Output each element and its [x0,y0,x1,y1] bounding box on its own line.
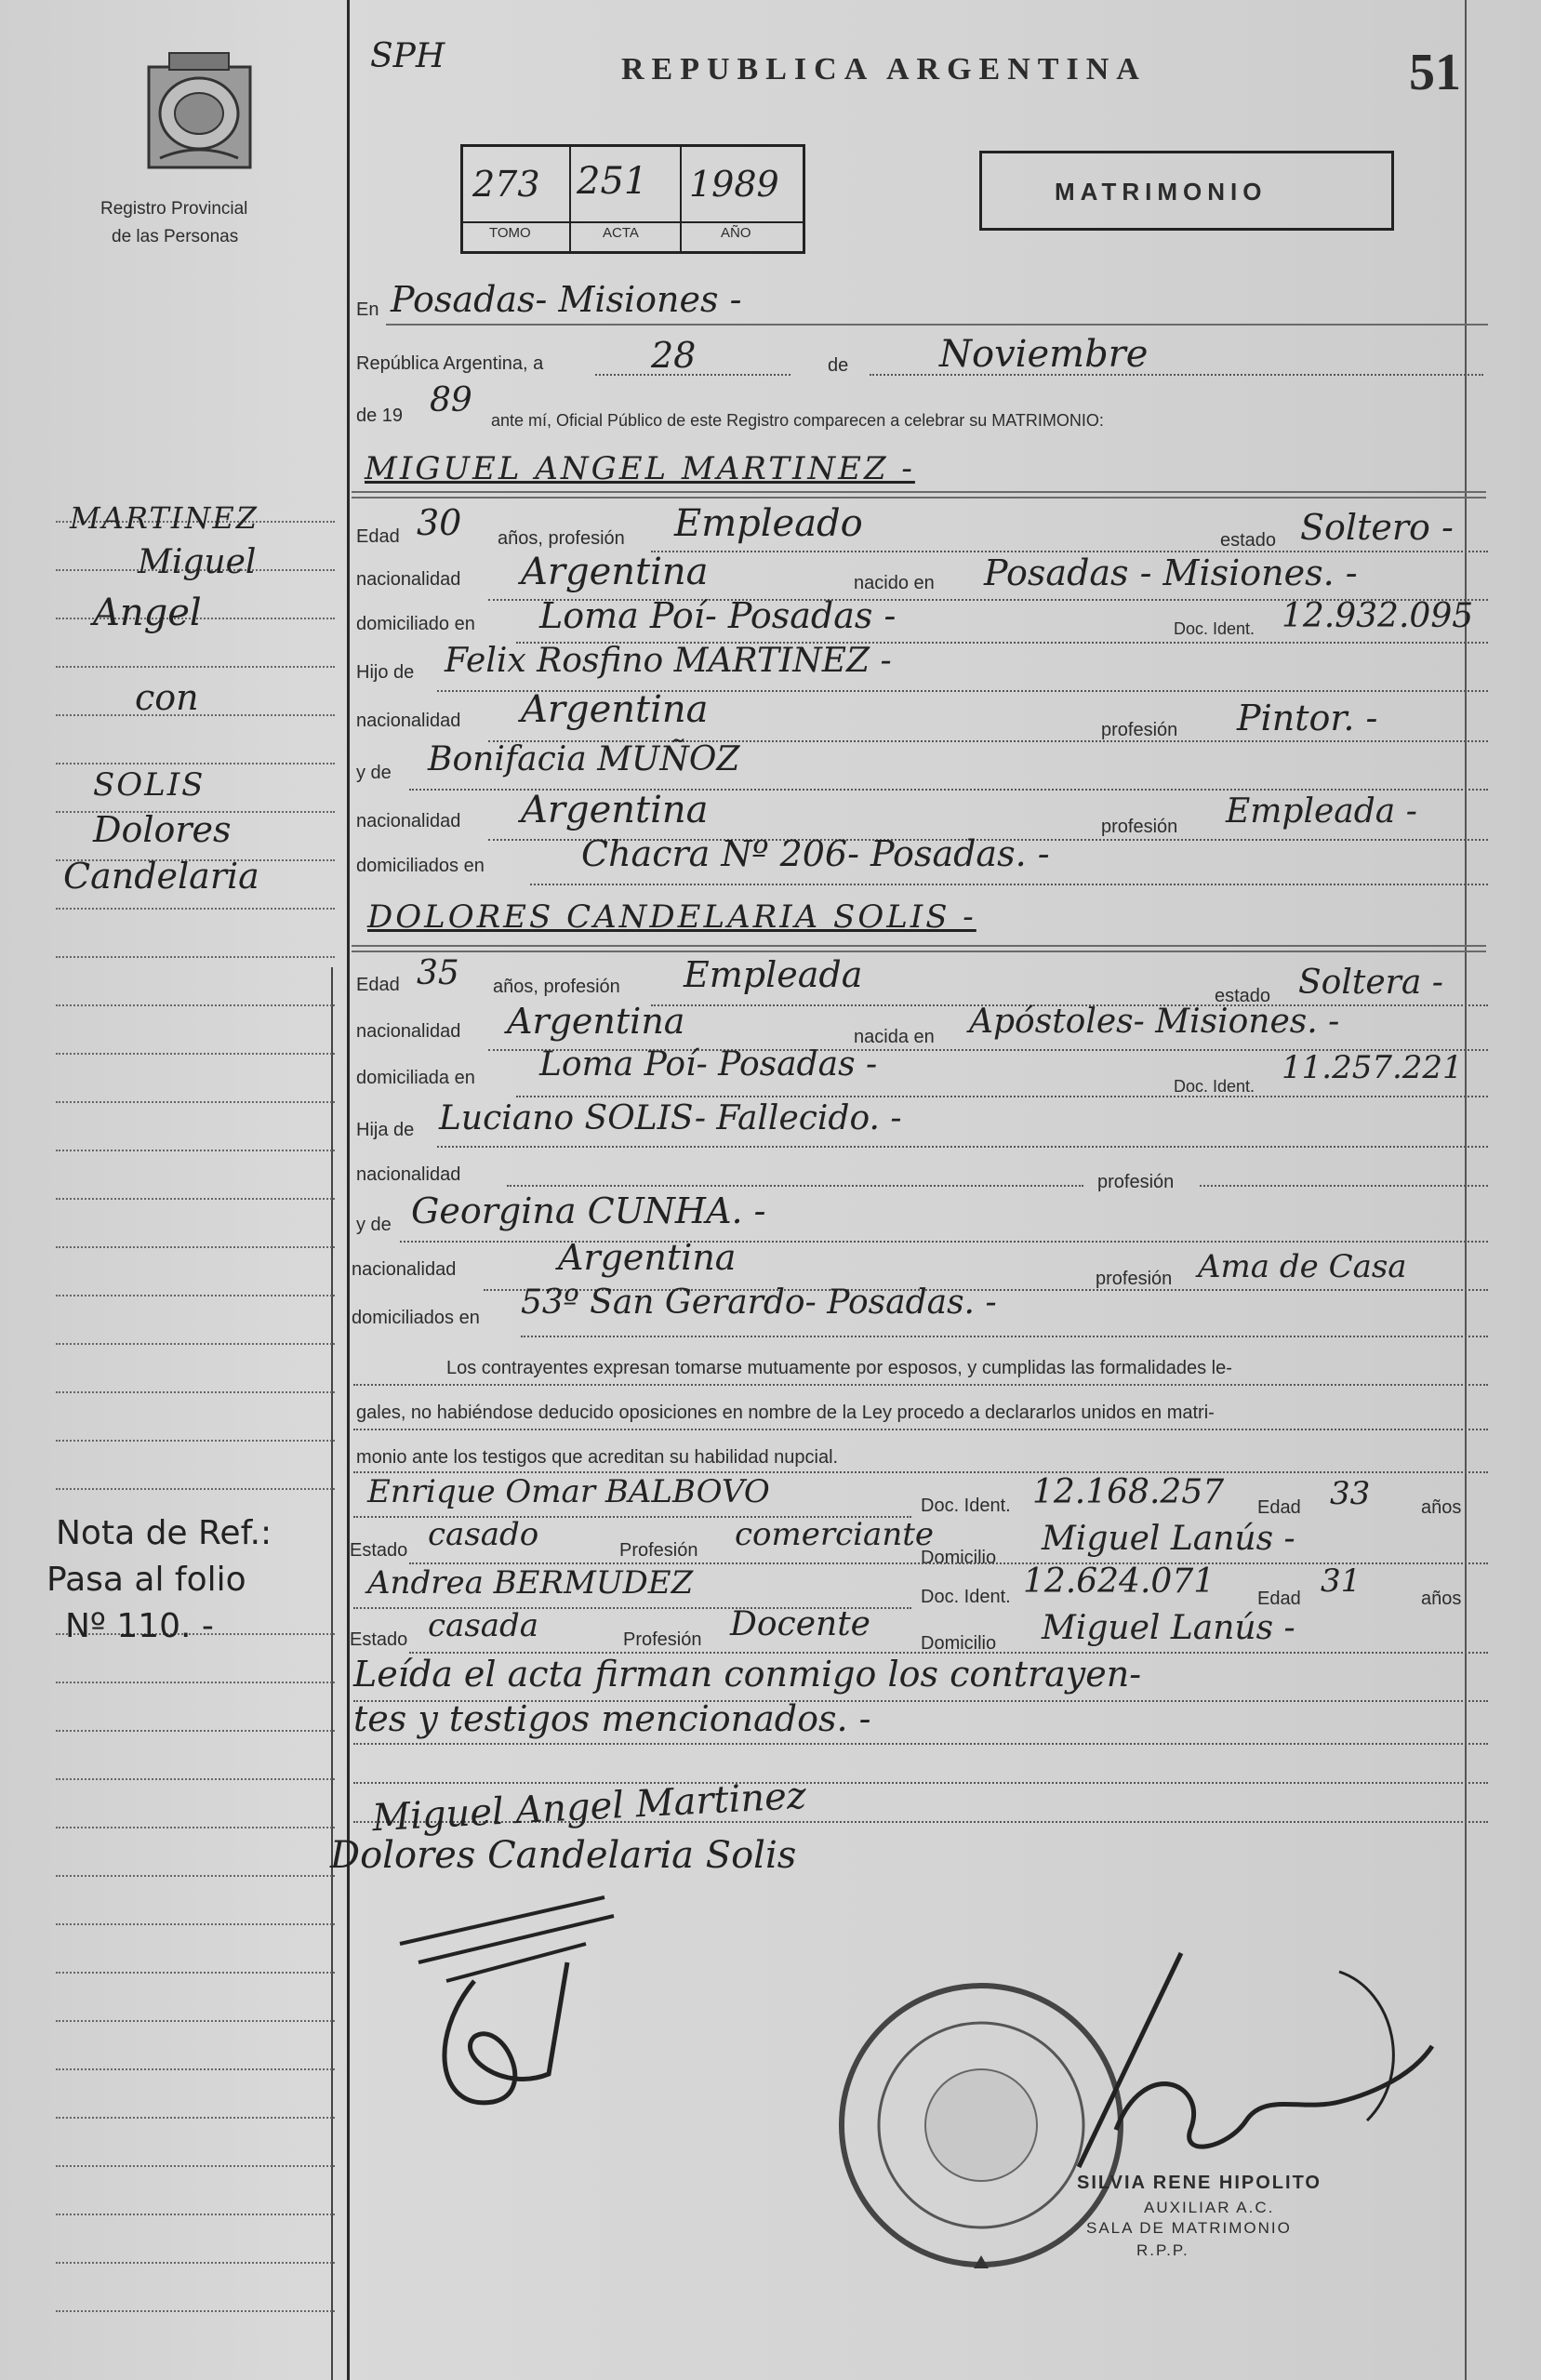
margin-note-3: Nº 110. - [65,1607,214,1645]
place-underline [386,324,1488,326]
witness1-address: Miguel Lanús - [1042,1520,1295,1558]
bride-signature: Dolores Candelaria Solis [330,1834,797,1877]
groom-doc-label: Doc. Ident. [1174,619,1255,638]
groom-doc: 12.932.095 [1282,597,1474,635]
groom-mother-prof-label: profesión [1101,817,1178,837]
margin-rule-aj [56,2310,335,2312]
year-suffix: 89 [430,381,472,419]
bride-profession: Empleada [684,954,863,995]
act-type-label: MATRIMONIO [1055,178,1268,206]
margin-rule-p [56,1246,335,1248]
margin-rule-ae [56,2068,335,2070]
witness2-profession: Docente [730,1605,870,1643]
bride-domicilio-line [516,1096,1488,1097]
registry-reference-box [460,144,805,254]
groom-signature: Miguel Angel Martinez [371,1774,807,1841]
witness1-profession: comerciante [735,1516,934,1553]
closing-line2: tes y testigos mencionados. - [353,1698,871,1739]
groom-profession: Empleado [674,502,863,545]
day-line [595,374,790,376]
groom-name: MIGUEL ANGEL MARTINEZ - [365,450,915,487]
groom-edad-label: Edad [356,526,400,547]
margin-rule-s [56,1391,335,1393]
witness2-edad-label: Edad [1257,1589,1301,1609]
margin-con: con [135,677,199,718]
witness2-name: Andrea BERMUDEZ [367,1564,694,1602]
witness1-profesion-label: Profesión [619,1540,698,1561]
margin-rule-d [56,666,335,668]
official-name: SILVIA RENE HIPOLITO [1077,2173,1322,2193]
groom-name-rule [352,491,1486,493]
margin-rule-ah [56,2214,335,2215]
margin-rule-m [56,1101,335,1103]
margin-rule-i [56,908,335,910]
margin-rule-l [56,1053,335,1055]
margin-rule-af [56,2117,335,2119]
bride-profesion-label: años, profesión [493,977,620,997]
groom-domiciliados-label: domiciliados en [356,856,485,876]
bride-estado: Soltera - [1298,964,1443,1002]
bride-name-rule [352,945,1486,947]
tomo-label: TOMO [489,225,531,241]
bride-estado-label: estado [1215,986,1271,1006]
official-signature-icon [1060,1935,1451,2195]
groom-parents-line [530,884,1488,885]
groom-mother-prof: Empleada - [1226,792,1417,831]
margin-rule-z [56,1827,335,1828]
margin-note-2: Pasa al folio [46,1561,246,1599]
official-registry: R.P.P. [1136,2241,1189,2259]
bride-edad-label: Edad [356,975,400,995]
official-title: AUXILIAR A.C. [1144,2199,1275,2216]
bride-nacida-label: nacida en [854,1027,935,1047]
declaration-line3: monio ante los testigos que acreditan su habilidad nupcial. [356,1447,839,1468]
bride-age: 35 [417,954,459,992]
witness1-anos-label: años [1421,1497,1462,1518]
acta-value: 251 [577,160,648,203]
margin-rule-u [56,1488,335,1490]
country-title: REPUBLICA ARGENTINA [621,52,1147,86]
margin-rule-ad [56,2020,335,2022]
witness1-estado-label: Estado [350,1540,408,1561]
witness-signature-icon [391,1888,651,2130]
groom-mother-nat: Argentina [521,789,709,831]
closing-line1: Leída el acta firman conmigo los contrayen- [353,1654,1142,1695]
margin-rule-x [56,1730,335,1732]
bride-father-prof-line [1200,1185,1488,1187]
bride-mother-prof-label: profesión [1096,1269,1173,1289]
en-label: En [356,299,379,320]
groom-birthplace: Posadas - Misiones. - [984,552,1358,593]
groom-domicilio-label: domiciliado en [356,614,475,634]
margin-rule-k [56,1004,335,1006]
witness1-domicilio-label: Domicilio [921,1548,997,1568]
groom-hijo-label: Hijo de [356,662,415,683]
month-line [870,374,1483,376]
bride-address: Loma Poí- Posadas - [539,1045,878,1084]
page-number: 51 [1409,44,1461,101]
witness1-estado: casado [428,1516,539,1553]
margin-surname: MARTINEZ [70,500,259,536]
bride-father-nat-label: nacionalidad [356,1164,461,1185]
bride-father-prof-label: profesión [1097,1172,1175,1192]
bride-domiciliados-label: domiciliados en [352,1308,480,1328]
bride-nat-label: nacionalidad [356,1021,461,1042]
coat-of-arms-icon [141,48,258,174]
witness2-anos-label: años [1421,1589,1462,1609]
bride-mother-nat: Argentina [558,1237,737,1278]
bride-father-nat-line [507,1185,1083,1187]
witness1-age: 33 [1330,1475,1371,1512]
acta-label: ACTA [603,225,639,241]
groom-parents-address: Chacra Nº 206- Posadas. - [581,833,1050,874]
right-margin-rule [1465,0,1467,2380]
tomo-value: 273 [472,164,540,205]
bride-birthplace: Apóstoles- Misiones. - [969,1003,1340,1041]
groom-father: Felix Rosfino MARTINEZ - [445,642,892,680]
margin-rule-aa [56,1875,335,1877]
margin-rule-ag [56,2165,335,2167]
margin-rule-ac [56,1972,335,1974]
registry-name-line2: de las Personas [112,227,239,246]
margin-rule-w [56,1682,335,1683]
groom-age: 30 [417,502,462,543]
groom-mother-nat-label: nacionalidad [356,811,461,831]
groom-profesion-label: años, profesión [498,528,625,549]
groom-yde-label: y de [356,763,392,783]
margin-rule-n [56,1150,335,1151]
margin-rule-ai [56,2262,335,2264]
bride-yde-label: y de [356,1215,392,1235]
bride-name: DOLORES CANDELARIA SOLIS - [367,898,976,936]
bride-parents-address: 53º San Gerardo- Posadas. - [521,1283,997,1322]
official-office: SALA DE MATRIMONIO [1086,2219,1292,2237]
bride-domicilio-label: domiciliada en [356,1068,475,1088]
margin-rule-j [56,956,335,958]
bride-mother: Georgina CUNHA. - [411,1190,766,1231]
bride-mother-nat-label: nacionalidad [352,1259,457,1280]
anio-value: 1989 [689,164,779,205]
groom-father-nat-label: nacionalidad [356,711,461,731]
registry-name-line1: Registro Provincial [100,199,248,219]
witness1-name: Enrique Omar BALBOVO [367,1473,770,1510]
witness2-estado-label: Estado [350,1629,408,1650]
place-value: Posadas- Misiones - [391,279,742,320]
groom-mother: Bonifacia MUÑOZ [428,740,740,778]
de-label: de [828,355,849,376]
groom-estado-label: estado [1220,530,1277,551]
bride-name-rule-2 [352,951,1486,952]
bride-hija-label: Hija de [356,1120,415,1140]
margin-rule-ab [56,1923,335,1925]
margin-rule-y [56,1778,335,1780]
margin-rule-r [56,1343,335,1345]
margin-rule-f [56,763,335,765]
witness2-age: 31 [1321,1562,1362,1600]
groom-father-prof: Pintor. - [1237,698,1378,738]
margin-rule [347,0,350,2380]
margin-bride-surname: SOLIS [93,766,206,804]
groom-father-nat: Argentina [521,688,709,731]
act-type-box [979,151,1394,231]
republica-label: República Argentina, a [356,353,544,374]
margin-rule-q [56,1295,335,1296]
declaration-rule-2 [353,1429,1488,1430]
month-value: Noviembre [939,333,1149,376]
groom-nat-label: nacionalidad [356,569,461,590]
declaration-rule-1 [353,1384,1488,1386]
witness2-profesion-label: Profesión [623,1629,702,1650]
left-margin-rule [331,967,333,2380]
blank-rule-1 [353,1782,1488,1784]
margin-groom-second: Angel [93,592,202,634]
declaration-line2: gales, no habiéndose deducido oposiciones en nombre de la Ley procedo a declararlos unidos en matri- [356,1403,1215,1423]
bride-father: Luciano SOLIS- Fallecido. - [439,1099,902,1137]
margin-groom-first: Miguel [138,543,257,581]
witness2-estado: casada [428,1607,539,1644]
statement-text: ante mí, Oficial Público de este Registro comparecen a celebrar su MATRIMONIO: [491,411,1104,430]
closing-line2-rule [353,1743,1488,1745]
groom-nationality: Argentina [521,551,709,593]
bride-father-line [437,1146,1488,1148]
margin-bride-first: Dolores [93,809,232,850]
witness2-address: Miguel Lanús - [1042,1609,1295,1647]
margin-bride-second: Candelaria [63,856,259,897]
bride-mother-prof: Ama de Casa [1198,1248,1407,1285]
day-value: 28 [651,335,697,376]
margin-rule-o [56,1198,335,1200]
bride-nationality: Argentina [507,1001,685,1042]
groom-father-prof-label: profesión [1101,720,1178,740]
margin-rule-t [56,1440,335,1442]
corner-note: SPH [370,37,445,75]
witness2-doc: 12.624.071 [1023,1562,1216,1601]
witness2-domicilio-label: Domicilio [921,1633,997,1654]
groom-address: Loma Poí- Posadas - [539,595,897,636]
declaration-line1: Los contrayentes expresan tomarse mutuamente por esposos, y cumplidas las formalidades le- [446,1358,1232,1378]
witness2-doc-label: Doc. Ident. [921,1587,1011,1607]
witness1-doc: 12.168.257 [1032,1473,1225,1511]
margin-note-1: Nota de Ref.: [56,1514,272,1552]
groom-nacido-label: nacido en [854,573,935,593]
witness1-doc-label: Doc. Ident. [921,1496,1011,1516]
witness1-edad-label: Edad [1257,1497,1301,1518]
anio-label: AÑO [721,225,751,241]
groom-name-rule-2 [352,497,1486,499]
year-prefix: de 19 [356,406,404,426]
groom-estado: Soltero - [1300,507,1454,548]
bride-doc-label: Doc. Ident. [1174,1077,1255,1096]
bride-parents-line [521,1336,1488,1337]
bride-doc: 11.257.221 [1282,1049,1463,1086]
